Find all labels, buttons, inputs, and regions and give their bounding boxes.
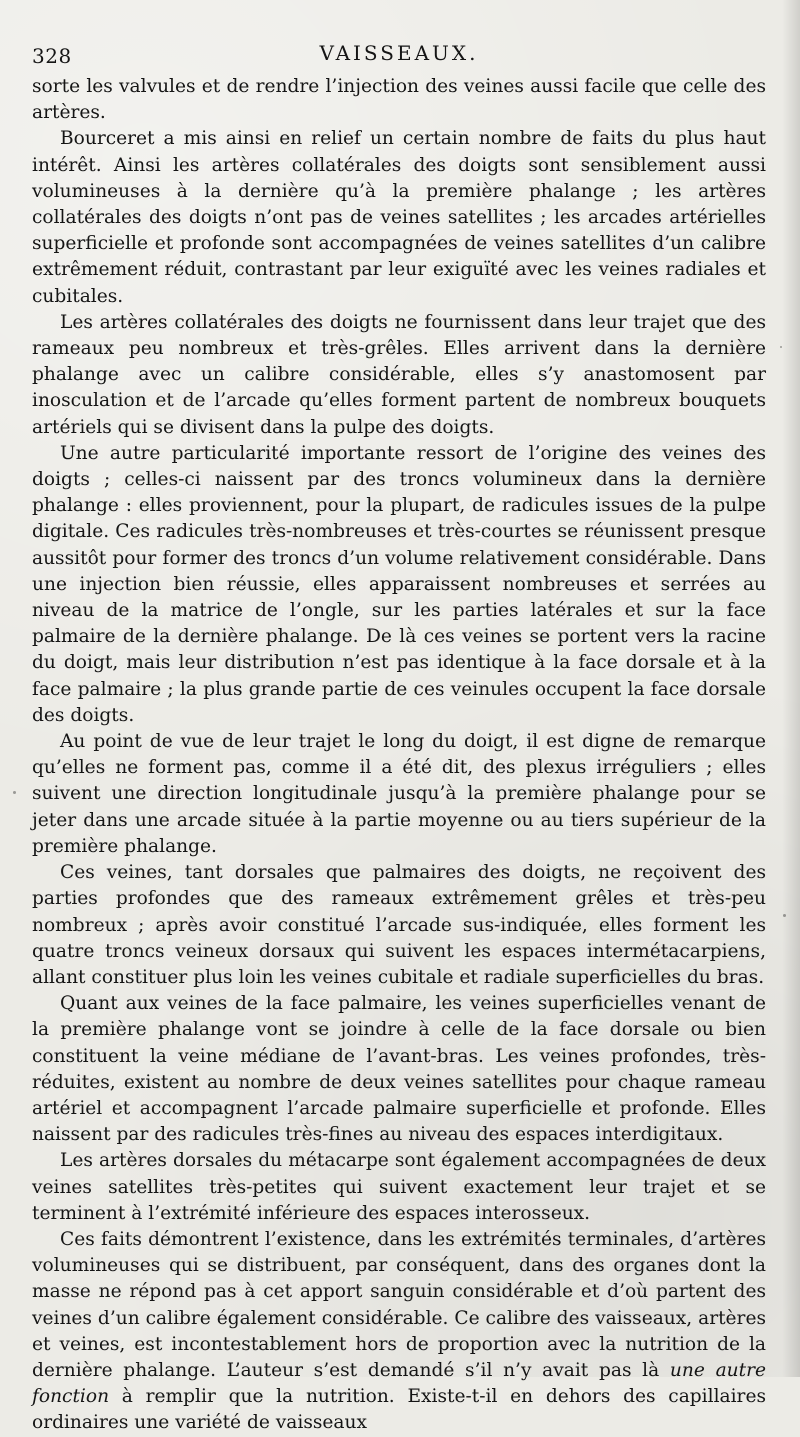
running-title: VAISSEAUX. <box>319 41 479 65</box>
paragraph: Les artères dorsales du métacarpe sont également accompagnées de deux veines satellites très-petites qui suivent exactement leur trajet et se terminent à l’extrémité inférieure des espaces interosseux. <box>32 1150 766 1224</box>
paragraph: sorte les valvules et de rendre l’injection des veines aussi facile que celle des artères. <box>32 76 766 124</box>
italic-phrase: une autre fonction <box>32 1359 766 1408</box>
paper-speck <box>783 914 786 917</box>
paragraph: Les artères collatérales des doigts ne fournissent dans leur trajet que des rameaux peu nombreux et très-grêles. Elles arrivent dans la dernière phalange avec un calibre considérable, elles s’y anastomosent par inosculation et de l’arcade qu’elles forment partent de nombreux bouquets artériels qui se divisent dans la pulpe des doigts. <box>32 311 766 438</box>
page-edge-shadow <box>782 0 800 1377</box>
paragraph-last-part-2: à remplir que la nutrition. Existe-t-il en dehors des capillaires ordinaires une variété de vaisseaux <box>32 1386 766 1434</box>
paragraph: Bourceret a mis ainsi en relief un certain nombre de faits du plus haut intérêt. Ainsi les artères collatérales des doigts sont sensiblement aussi volumineuses à la dernière qu’à la première phalange ; les artères collatérales des doigts n’ont pas de veines satellites ; les arcades artérielles superficielle et profonde sont accompagnées de veines satellites d’un calibre extrêmement réduit, contrastant par leur exiguïté avec les veines radiales et cubitales. <box>32 128 766 307</box>
paragraph-last-part-1: Ces faits démontrent l’existence, dans les extrémités terminales, d’artères volumineuses qui se distribuent, par conséquent, dans des organes dont la masse ne répond pas à cet apport sanguin considérable et d’où partent des veines d’un calibre également considérable. Ce calibre des vaisseaux, artères et veines, est incontestablement hors de proportion avec la nutrition de la dernière phalange. L’auteur s’est demandé s’il n’y avait pas là <box>32 1228 766 1381</box>
paper-speck <box>780 346 782 348</box>
paragraph: Une autre particularité importante ressort de l’origine des veines des doigts ; celles-ci naissent par des troncs volumineux dans la dernière phalange : elles proviennent, pour la plupart, de radicules issues de la pulpe digitale. Ces radicules très-nombreuses et très-courtes se réunissent presque aussitôt pour former des troncs d’un volume relativement considérable. Dans une injection bien réussie, elles apparaissent nombreuses et serrées au niveau de la matrice de l’ongle, sur les parties latérales et sur la face palmaire de la dernière phalange. De là ces veines se portent vers la racine du doigt, mais leur distribution n’est pas identique à la face dorsale et à la face palmaire ; la plus grande partie de ces veinules occupent la face dorsale des doigts. <box>32 442 766 726</box>
paragraph-last <box>32 1227 766 1437</box>
paragraph: Au point de vue de leur trajet le long du doigt, il est digne de remarque qu’elles ne forment pas, comme il a été dit, des plexus irréguliers ; elles suivent une direction longitudinale jusqu’à la première phalange pour se jeter dans une arcade située à la partie moyenne ou au tiers supérieur de la première phalange. <box>32 731 766 857</box>
page-number: 328 <box>32 44 72 68</box>
page-header <box>32 36 766 72</box>
paper-speck <box>13 791 16 794</box>
body-text <box>32 74 766 1437</box>
paragraph: Quant aux veines de la face palmaire, les veines superficielles venant de la première phalange vont se joindre à celle de la face dorsale ou bien constituent la veine médiane de l’avant-bras. Les veines profondes, très-réduites, existent au nombre de deux veines satellites pour chaque rameau artériel et accompagnent l’arcade palmaire superficielle et profonde. Elles naissent par des radicules très-fines au niveau des espaces interdigitaux. <box>32 993 766 1146</box>
paragraph: Ces veines, tant dorsales que palmaires des doigts, ne reçoivent des parties profondes que des rameaux extrêmement grêles et très-peu nombreux ; après avoir constitué l’arcade sus-indiquée, elles forment les quatre troncs veineux dorsaux qui suivent les espaces intermétacarpiens, allant constituer plus loin les veines cubitale et radiale superficielles du bras. <box>32 862 766 988</box>
